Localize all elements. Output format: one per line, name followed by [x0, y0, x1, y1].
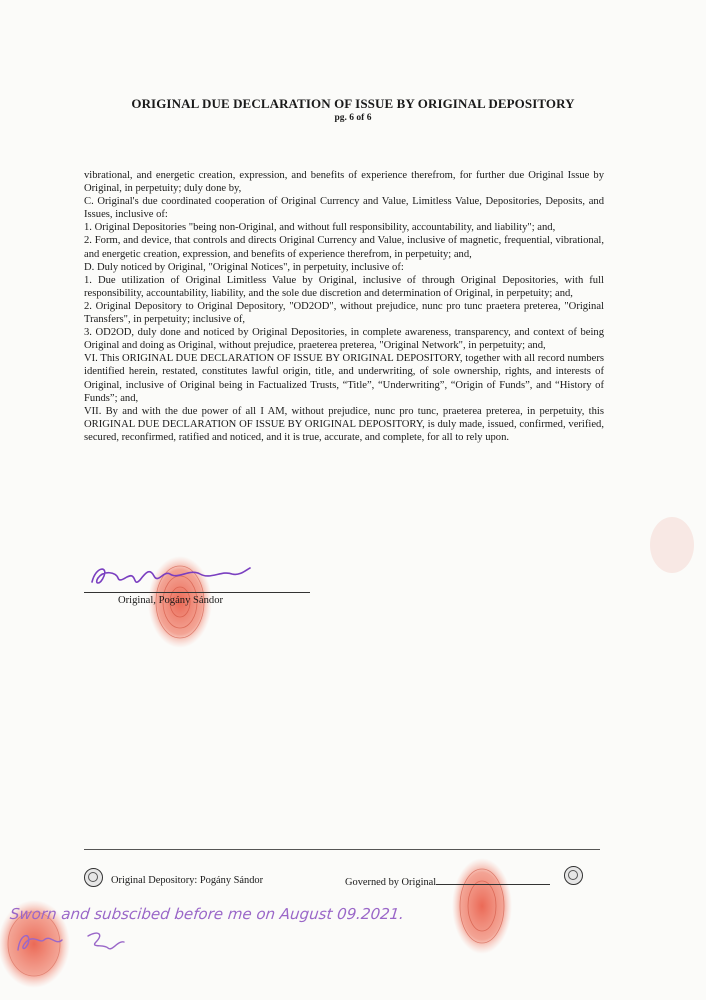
governed-label: Governed by Original	[345, 877, 437, 888]
signature-block	[84, 560, 324, 640]
footer-depository: Original Depository: Pogány Sándor	[111, 875, 264, 886]
notary-note: Sworn and subscibed before me on August 09.2021.	[9, 905, 405, 923]
signature-line	[84, 592, 310, 593]
paragraph: 2. Form, and device, that controls and directs Original Currency and Value, inclusive of magnetic, frequential, vibrational, and energetic creation, expression, and benefits of experience therefrom, in perpetuity; and,	[84, 235, 604, 260]
paragraph: 2. Original Depository to Original Depository, "OD2OD", without prejudice, nunc pro tunc praetera preterea, "Original Transfers", in perpetuity; inclusive of,	[84, 300, 604, 326]
footer-governed	[345, 875, 550, 888]
paragraph: 1. Due utilization of Original Limitless Value by Original, inclusive of through Original Depositories, with full responsibility, accountability, liability, and the sole due discretion and determination of Original, in perpetuity; and,	[84, 274, 604, 299]
paragraph: 1. Original Depositories "being non-Original, and without full responsibility, accountability, and liability"; and,	[84, 222, 556, 234]
footer-fingerprint	[452, 858, 512, 954]
document-title: ORIGINAL DUE DECLARATION OF ISSUE BY ORIGINAL DEPOSITORY	[131, 96, 575, 111]
paragraph: vibrational, and energetic creation, expression, and benefits of experience therefrom, for further due Original Issue by Original, in perpetuity; duly done by,	[84, 170, 604, 195]
paragraph: VI. This ORIGINAL DUE DECLARATION OF ISSUE BY ORIGINAL DEPOSITORY, together with all record numbers identified herein, restated, constitutes lawful origin, title, and underwriting, of sole ownership, rights, and interests of Original, inclusive of Original being in Factualized Trusts, “Title”, “Underwriting”, “Origin of Funds”, and “History of Funds”; and,	[84, 353, 604, 404]
paragraph: D. Duly noticed by Original, "Original Notices", in perpetuity, inclusive of:	[84, 261, 404, 273]
seal-icon	[84, 868, 103, 887]
footer-divider	[84, 849, 600, 850]
paragraph: 3. OD2OD, duly done and noticed by Original Depositories, in complete awareness, transparency, and context of being Original and doing as Original, without prejudice, praeterea preterea, "Original Network", in perpetuity; and,	[84, 327, 604, 352]
margin-stain	[650, 517, 694, 573]
signatory-name: Original, Pogány Sándor	[118, 595, 224, 606]
governed-blank-line	[436, 875, 550, 885]
paragraph: VII. By and with the due power of all I AM, without prejudice, nunc pro tunc, praeterea preterea, in perpetuity, this ORIGINAL DUE DECLARATION OF ISSUE BY ORIGINAL DEPOSITORY, is duly made, issued, confirmed, verified, secured, reconfirmed, ratified and noticed, and it is true, accurate, and complete, for all to rely upon.	[84, 405, 604, 443]
seal-icon	[564, 866, 583, 885]
paragraph: C. Original's due coordinated cooperation of Original Currency and Value, Limitless Value, Depositories, Deposits, and Issues, inclusive of:	[84, 196, 604, 221]
page-number: pg. 6 of 6	[334, 113, 372, 123]
